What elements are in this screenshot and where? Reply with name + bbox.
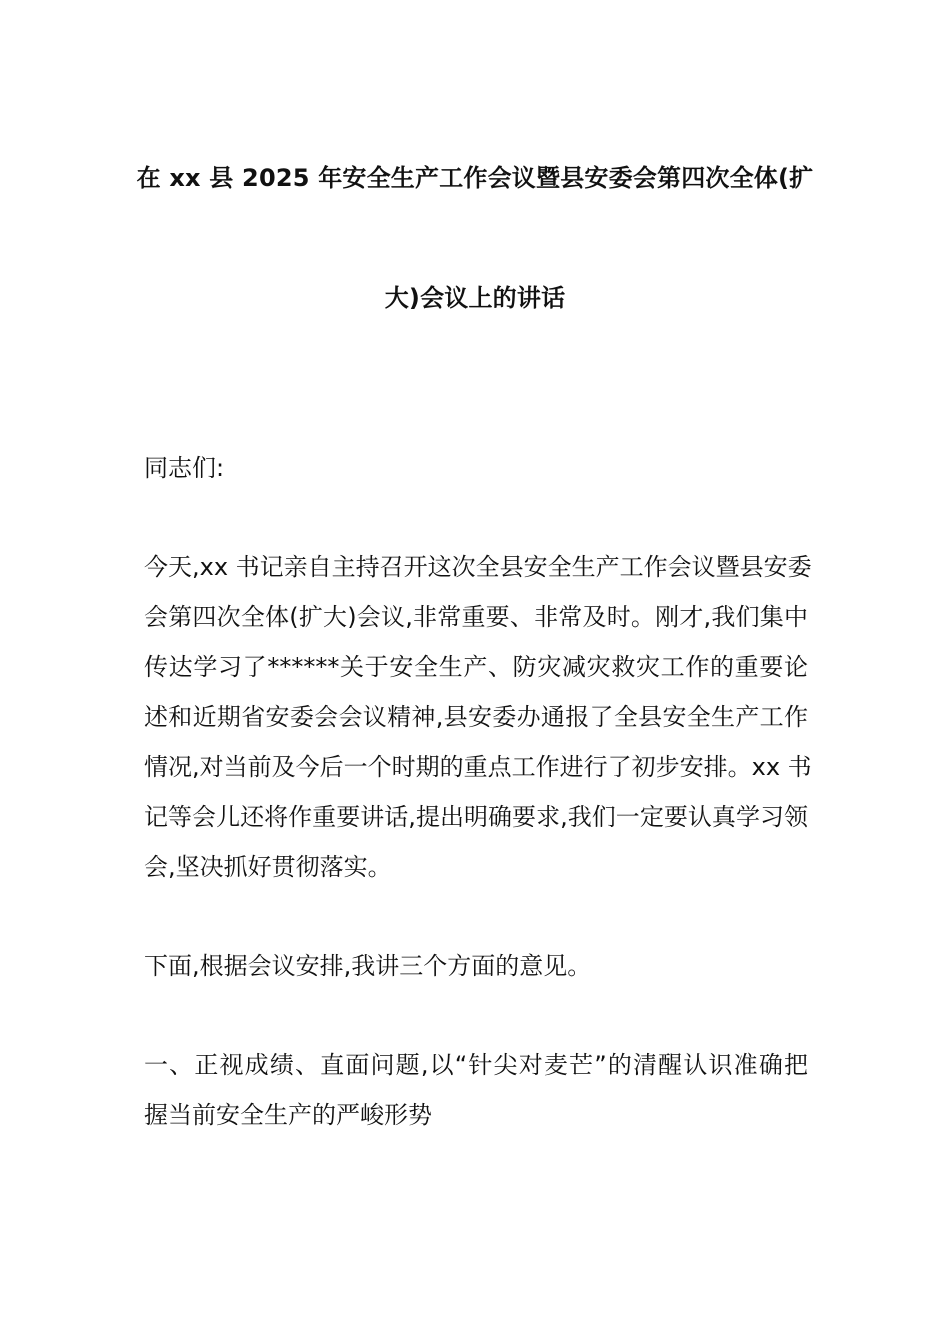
section-1-heading bbox=[144, 1040, 808, 1140]
paragraph-1-line: 记等会儿还将作重要讲话,提出明确要求,我们一定要认真学习领 bbox=[144, 803, 808, 831]
section-1-heading-line: 一、正视成绩、直面问题,以“针尖对麦芒”的清醒认识准确把 bbox=[144, 1051, 808, 1079]
document-title-line-1: 在 xx 县 2025 年安全生产工作会议暨县安委会第四次全体(扩 bbox=[136, 164, 814, 192]
section-1-heading-line: 握当前安全生产的严峻形势 bbox=[144, 1101, 432, 1129]
paragraph-1-line: 传达学习了******关于安全生产、防灾减灾救灾工作的重要论 bbox=[144, 653, 808, 681]
paragraph-1-line: 会,坚决抓好贯彻落实。 bbox=[144, 853, 392, 881]
paragraph-1-line: 情况,对当前及今后一个时期的重点工作进行了初步安排。xx 书 bbox=[144, 753, 812, 781]
paragraph-2-text: 下面,根据会议安排,我讲三个方面的意见。 bbox=[144, 952, 592, 980]
paragraph-1-line: 今天,xx 书记亲自主持召开这次全县安全生产工作会议暨县安委 bbox=[144, 553, 812, 581]
paragraph-1-line: 述和近期省安委会会议精神,县安委办通报了全县安全生产工作 bbox=[144, 703, 808, 731]
paragraph-2 bbox=[144, 941, 808, 991]
paragraph-1 bbox=[144, 542, 812, 892]
paragraph-1-line: 会第四次全体(扩大)会议,非常重要、非常及时。刚才,我们集中 bbox=[144, 603, 808, 631]
greeting-text: 同志们: bbox=[144, 454, 225, 482]
document-title-line-2: 大)会议上的讲话 bbox=[384, 284, 566, 312]
greeting bbox=[144, 443, 808, 493]
